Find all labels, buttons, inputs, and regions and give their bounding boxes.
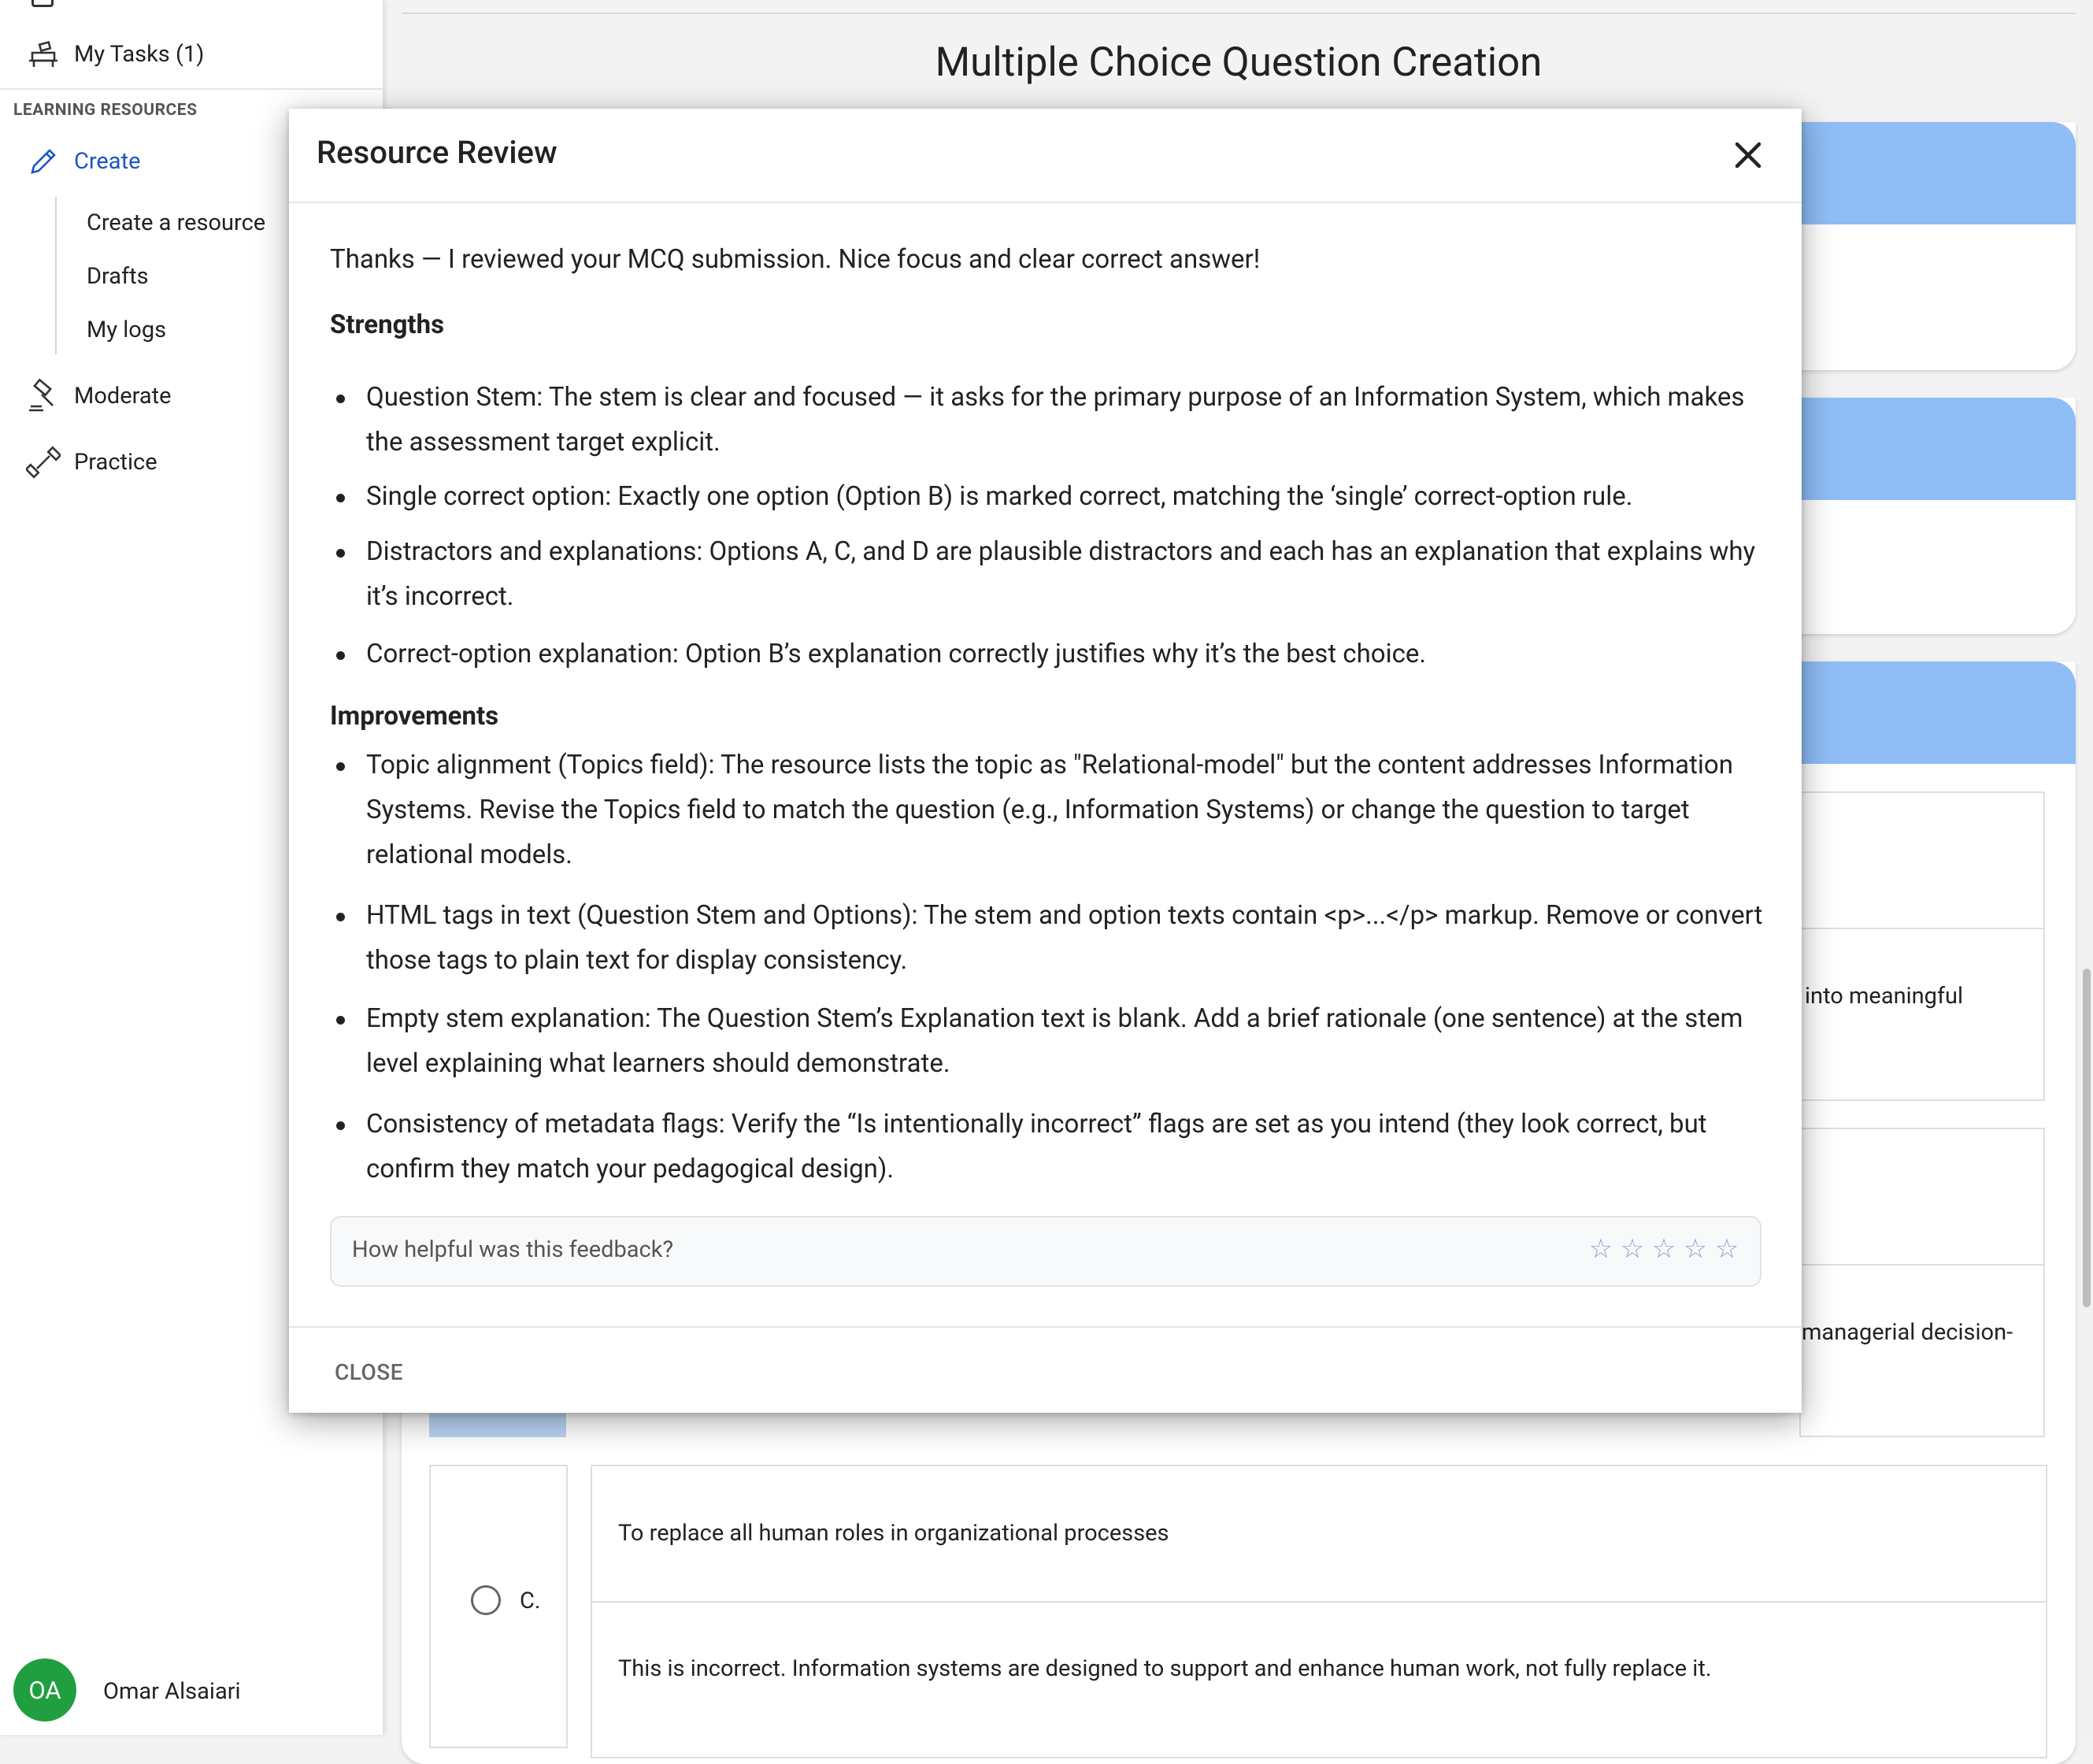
list-item [330, 632, 1771, 676]
strengths-heading: Strengths [330, 309, 445, 340]
list-item-text: Correct-option explanation: Option B’s explanation correctly justifies why it’s the best choice. [366, 639, 1427, 669]
scrollbar-thumb[interactable] [2083, 969, 2091, 1307]
sidebar-divider [0, 88, 383, 90]
option-c-explanation: This is incorrect. Information systems are designed to support and enhance human work, not fully replace it. [618, 1655, 1712, 1682]
list-item-text: Topic alignment (Topics field): The resource lists the topic as "Relational-model" but the content addresses Information Systems. Revise the Topics field to match the question (e.g., Information Systems) or change the question to target relational models. [366, 750, 1733, 870]
star-icon[interactable]: ☆ [1683, 1233, 1708, 1265]
sidebar-subitem-my-logs[interactable]: My logs [87, 317, 167, 343]
gavel-icon [24, 376, 63, 416]
improvements-heading: Improvements [330, 701, 499, 732]
avatar[interactable]: OA [13, 1658, 76, 1721]
feedback-rating [330, 1216, 1761, 1287]
user-name: Omar Alsaiari [103, 1678, 241, 1705]
list-item [330, 474, 1771, 519]
list-item [330, 743, 1771, 877]
review-intro: Thanks — I reviewed your MCQ submission. Nice focus and clear correct answer! [330, 244, 1261, 275]
option-b-selected-strip [429, 1414, 566, 1437]
tasks-icon [24, 35, 63, 74]
list-item [330, 529, 1771, 619]
sidebar-section-label: LEARNING RESOURCES [13, 101, 198, 120]
sidebar-subitem-create-resource[interactable]: Create a resource [87, 209, 266, 236]
star-icon[interactable]: ☆ [1651, 1233, 1676, 1265]
option-a-explanation-box[interactable] [1799, 928, 2045, 1101]
list-item-text: Consistency of metadata flags: Verify the “Is intentionally incorrect” flags are set as you intend (they look correct, but confirm they match your pedagogical design). [366, 1109, 1707, 1184]
list-item-text: Single correct option: Exactly one option (Option B) is marked correct, matching the ‘single’ correct-option rule. [366, 481, 1633, 512]
rating-prompt: How helpful was this feedback? [352, 1236, 674, 1263]
scrollbar[interactable] [2080, 0, 2093, 1735]
option-c-label: C. [520, 1588, 541, 1614]
sidebar-item-my-tasks[interactable] [0, 35, 204, 74]
option-a-explanation-text: into meaningful [1805, 983, 1964, 1010]
list-item [330, 996, 1771, 1086]
option-b-explanation-box[interactable] [1799, 1264, 2045, 1437]
option-b-explanation-text: managerial decision- [1802, 1319, 2013, 1346]
dialog-header [289, 109, 1802, 203]
list-item-text: Empty stem explanation: The Question Stem’s Explanation text is blank. Add a brief rationale (one sentence) at the stem level explaining what learners should demonstrate. [366, 1003, 1743, 1079]
list-item [330, 375, 1771, 465]
divider [402, 13, 2076, 14]
list-item [330, 1102, 1771, 1191]
pencil-icon [24, 142, 63, 181]
dialog-footer-divider [289, 1326, 1802, 1328]
resource-review-dialog [289, 109, 1802, 1413]
star-icon[interactable]: ☆ [1714, 1233, 1739, 1265]
option-b-text-box[interactable] [1799, 1128, 2045, 1266]
list-item [330, 893, 1771, 983]
page-title: Multiple Choice Question Creation [935, 39, 1543, 86]
submenu-line [55, 197, 57, 354]
star-icon[interactable]: ☆ [1620, 1233, 1645, 1265]
option-c-text: To replace all human roles in organizational processes [618, 1520, 1169, 1547]
sidebar-item-label: Practice [74, 449, 157, 476]
close-icon[interactable] [1728, 135, 1768, 175]
star-icon[interactable]: ☆ [1588, 1233, 1613, 1265]
sidebar-item-label: Create [74, 148, 141, 175]
sidebar-item-practice[interactable] [0, 443, 157, 482]
list-item-text: HTML tags in text (Question Stem and Options): The stem and option texts contain <p>...</p> markup. Remove or convert those tags to plain text for display consistency. [366, 900, 1763, 976]
sidebar-item-moderate[interactable] [0, 376, 172, 416]
list-item-text: Distractors and explanations: Options A, C, and D are plausible distractors and each has an explanation that explains why it’s incorrect. [366, 536, 1756, 612]
dialog-title: Resource Review [317, 134, 558, 171]
option-c-radio[interactable] [471, 1585, 501, 1615]
sidebar-item-create[interactable] [0, 142, 140, 181]
dumbbell-icon [24, 443, 63, 482]
close-button[interactable]: CLOSE [335, 1359, 404, 1385]
sidebar-subitem-drafts[interactable]: Drafts [87, 263, 149, 290]
sidebar-item-label: Moderate [74, 383, 172, 410]
sidebar-item-label: My Tasks (1) [74, 41, 205, 68]
clipboard-icon [31, 0, 54, 7]
star-rating[interactable] [1588, 1233, 1739, 1265]
list-item-text: Question Stem: The stem is clear and focused — it asks for the primary purpose of an Information System, which makes the assessment target explicit. [366, 382, 1745, 458]
option-a-text-box[interactable] [1799, 791, 2045, 929]
